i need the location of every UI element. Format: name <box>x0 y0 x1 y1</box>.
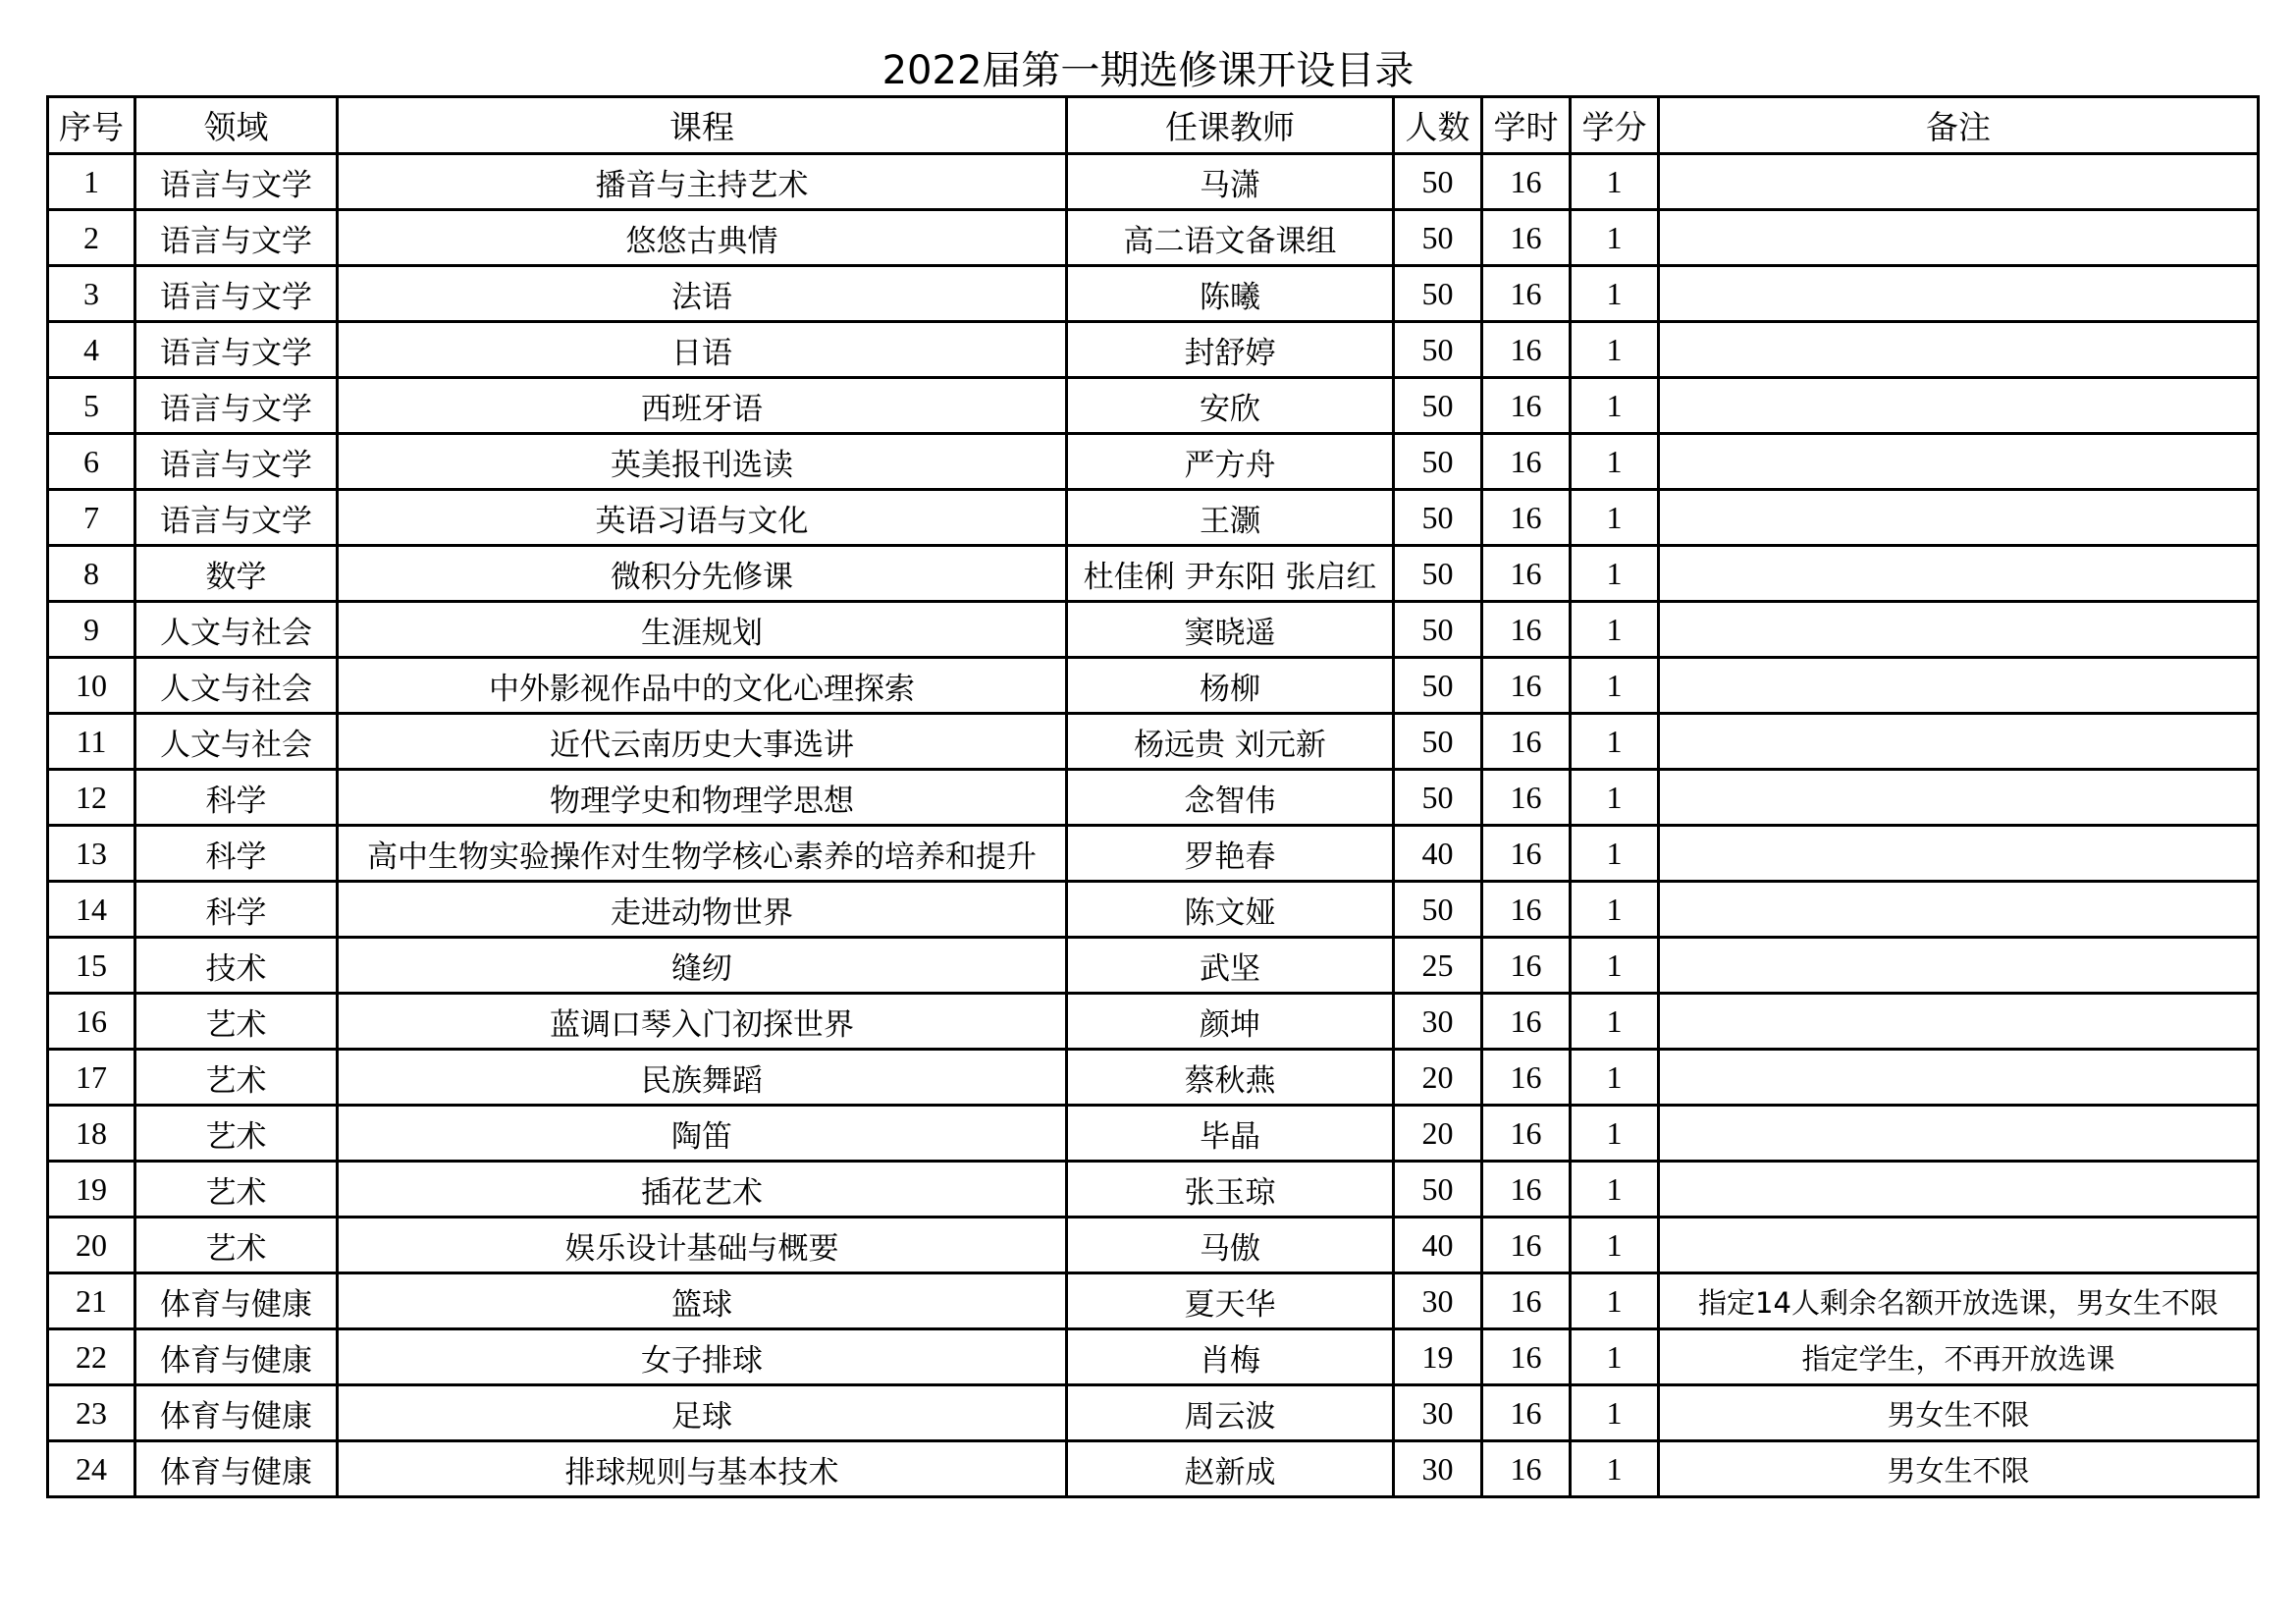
cell-course: 物理学史和物理学思想 <box>338 770 1067 826</box>
cell-hours: 16 <box>1482 714 1571 770</box>
cell-note: 指定14人剩余名额开放选课，男女生不限 <box>1659 1273 2259 1329</box>
cell-hours: 16 <box>1482 938 1571 994</box>
cell-teacher: 颜坤 <box>1067 994 1394 1050</box>
cell-field: 艺术 <box>135 994 338 1050</box>
cell-no: 21 <box>48 1273 135 1329</box>
cell-count: 50 <box>1394 658 1482 714</box>
cell-note <box>1659 770 2259 826</box>
header-credit: 学分 <box>1571 97 1659 154</box>
cell-field: 数学 <box>135 546 338 602</box>
cell-hours: 16 <box>1482 266 1571 322</box>
cell-credit: 1 <box>1571 938 1659 994</box>
cell-teacher: 罗艳春 <box>1067 826 1394 882</box>
table-row <box>48 882 2259 938</box>
header-hours: 学时 <box>1482 97 1571 154</box>
cell-count: 25 <box>1394 938 1482 994</box>
table-row <box>48 1218 2259 1273</box>
cell-note <box>1659 994 2259 1050</box>
cell-note <box>1659 322 2259 378</box>
cell-count: 50 <box>1394 770 1482 826</box>
cell-no: 4 <box>48 322 135 378</box>
cell-field: 艺术 <box>135 1106 338 1162</box>
table-row <box>48 714 2259 770</box>
cell-count: 50 <box>1394 378 1482 434</box>
cell-count: 50 <box>1394 266 1482 322</box>
cell-note <box>1659 1106 2259 1162</box>
cell-note <box>1659 938 2259 994</box>
cell-course: 悠悠古典情 <box>338 210 1067 266</box>
cell-course: 排球规则与基本技术 <box>338 1441 1067 1497</box>
cell-credit: 1 <box>1571 546 1659 602</box>
cell-hours: 16 <box>1482 826 1571 882</box>
cell-note <box>1659 1050 2259 1106</box>
cell-field: 语言与文学 <box>135 434 338 490</box>
cell-count: 20 <box>1394 1106 1482 1162</box>
cell-credit: 1 <box>1571 882 1659 938</box>
cell-note <box>1659 378 2259 434</box>
cell-count: 30 <box>1394 1441 1482 1497</box>
cell-hours: 16 <box>1482 210 1571 266</box>
cell-course: 足球 <box>338 1385 1067 1441</box>
cell-no: 1 <box>48 154 135 210</box>
cell-field: 体育与健康 <box>135 1273 338 1329</box>
cell-note <box>1659 210 2259 266</box>
table-row <box>48 378 2259 434</box>
cell-note <box>1659 546 2259 602</box>
cell-course: 英语习语与文化 <box>338 490 1067 546</box>
cell-no: 23 <box>48 1385 135 1441</box>
cell-teacher: 杨柳 <box>1067 658 1394 714</box>
cell-hours: 16 <box>1482 770 1571 826</box>
table-row <box>48 1441 2259 1497</box>
table-row <box>48 1162 2259 1218</box>
course-table <box>46 95 2260 1498</box>
cell-credit: 1 <box>1571 658 1659 714</box>
table-row <box>48 210 2259 266</box>
page-title: 2022届第一期选修课开设目录 <box>881 48 1415 93</box>
cell-hours: 16 <box>1482 1162 1571 1218</box>
cell-hours: 16 <box>1482 1050 1571 1106</box>
table-row <box>48 938 2259 994</box>
cell-no: 11 <box>48 714 135 770</box>
cell-credit: 1 <box>1571 1162 1659 1218</box>
cell-no: 6 <box>48 434 135 490</box>
table-row <box>48 602 2259 658</box>
cell-credit: 1 <box>1571 1441 1659 1497</box>
cell-field: 艺术 <box>135 1162 338 1218</box>
cell-count: 40 <box>1394 826 1482 882</box>
cell-course: 生涯规划 <box>338 602 1067 658</box>
table-row <box>48 322 2259 378</box>
cell-no: 24 <box>48 1441 135 1497</box>
cell-hours: 16 <box>1482 154 1571 210</box>
cell-note: 男女生不限 <box>1659 1385 2259 1441</box>
cell-credit: 1 <box>1571 714 1659 770</box>
cell-field: 语言与文学 <box>135 154 338 210</box>
cell-teacher: 王灏 <box>1067 490 1394 546</box>
cell-course: 缝纫 <box>338 938 1067 994</box>
cell-field: 艺术 <box>135 1050 338 1106</box>
cell-field: 语言与文学 <box>135 210 338 266</box>
cell-teacher: 武坚 <box>1067 938 1394 994</box>
cell-field: 人文与社会 <box>135 602 338 658</box>
table-row <box>48 266 2259 322</box>
cell-teacher: 赵新成 <box>1067 1441 1394 1497</box>
cell-credit: 1 <box>1571 434 1659 490</box>
cell-hours: 16 <box>1482 378 1571 434</box>
cell-note <box>1659 1218 2259 1273</box>
cell-field: 技术 <box>135 938 338 994</box>
header-field: 领域 <box>135 97 338 154</box>
cell-note <box>1659 826 2259 882</box>
cell-course: 走进动物世界 <box>338 882 1067 938</box>
cell-field: 语言与文学 <box>135 378 338 434</box>
cell-teacher: 夏天华 <box>1067 1273 1394 1329</box>
cell-hours: 16 <box>1482 434 1571 490</box>
cell-teacher: 周云波 <box>1067 1385 1394 1441</box>
cell-field: 体育与健康 <box>135 1385 338 1441</box>
header-note: 备注 <box>1659 97 2259 154</box>
cell-no: 20 <box>48 1218 135 1273</box>
cell-no: 22 <box>48 1329 135 1385</box>
cell-course: 中外影视作品中的文化心理探索 <box>338 658 1067 714</box>
cell-hours: 16 <box>1482 322 1571 378</box>
cell-hours: 16 <box>1482 1329 1571 1385</box>
table-row <box>48 546 2259 602</box>
cell-field: 人文与社会 <box>135 714 338 770</box>
cell-field: 语言与文学 <box>135 322 338 378</box>
header-count: 人数 <box>1394 97 1482 154</box>
cell-count: 40 <box>1394 1218 1482 1273</box>
cell-field: 语言与文学 <box>135 490 338 546</box>
cell-course: 法语 <box>338 266 1067 322</box>
cell-hours: 16 <box>1482 602 1571 658</box>
cell-credit: 1 <box>1571 210 1659 266</box>
cell-credit: 1 <box>1571 1050 1659 1106</box>
cell-field: 科学 <box>135 882 338 938</box>
cell-note <box>1659 602 2259 658</box>
table-row <box>48 994 2259 1050</box>
cell-count: 50 <box>1394 322 1482 378</box>
cell-field: 艺术 <box>135 1218 338 1273</box>
cell-count: 50 <box>1394 490 1482 546</box>
cell-course: 近代云南历史大事选讲 <box>338 714 1067 770</box>
cell-no: 13 <box>48 826 135 882</box>
cell-course: 插花艺术 <box>338 1162 1067 1218</box>
cell-count: 50 <box>1394 210 1482 266</box>
cell-credit: 1 <box>1571 154 1659 210</box>
cell-credit: 1 <box>1571 1273 1659 1329</box>
cell-course: 高中生物实验操作对生物学核心素养的培养和提升 <box>338 826 1067 882</box>
cell-field: 体育与健康 <box>135 1441 338 1497</box>
cell-note <box>1659 154 2259 210</box>
table-row <box>48 826 2259 882</box>
cell-credit: 1 <box>1571 1385 1659 1441</box>
table-row <box>48 1106 2259 1162</box>
cell-credit: 1 <box>1571 1106 1659 1162</box>
cell-course: 播音与主持艺术 <box>338 154 1067 210</box>
cell-hours: 16 <box>1482 1441 1571 1497</box>
cell-no: 16 <box>48 994 135 1050</box>
table-row <box>48 770 2259 826</box>
cell-note: 指定学生，不再开放选课 <box>1659 1329 2259 1385</box>
cell-count: 50 <box>1394 546 1482 602</box>
cell-note <box>1659 434 2259 490</box>
cell-credit: 1 <box>1571 266 1659 322</box>
cell-count: 30 <box>1394 1385 1482 1441</box>
cell-count: 20 <box>1394 1050 1482 1106</box>
cell-credit: 1 <box>1571 602 1659 658</box>
cell-no: 3 <box>48 266 135 322</box>
table-row <box>48 1329 2259 1385</box>
cell-note <box>1659 490 2259 546</box>
cell-count: 30 <box>1394 1273 1482 1329</box>
cell-course: 民族舞蹈 <box>338 1050 1067 1106</box>
cell-teacher: 毕晶 <box>1067 1106 1394 1162</box>
cell-note <box>1659 658 2259 714</box>
cell-count: 50 <box>1394 882 1482 938</box>
table-row <box>48 1273 2259 1329</box>
cell-credit: 1 <box>1571 1218 1659 1273</box>
cell-hours: 16 <box>1482 490 1571 546</box>
cell-count: 19 <box>1394 1329 1482 1385</box>
cell-count: 30 <box>1394 994 1482 1050</box>
table-row <box>48 658 2259 714</box>
cell-teacher: 杜佳俐 尹东阳 张启红 <box>1067 546 1394 602</box>
cell-field: 科学 <box>135 826 338 882</box>
cell-count: 50 <box>1394 434 1482 490</box>
cell-note <box>1659 882 2259 938</box>
cell-teacher: 高二语文备课组 <box>1067 210 1394 266</box>
cell-course: 英美报刊选读 <box>338 434 1067 490</box>
cell-teacher: 蔡秋燕 <box>1067 1050 1394 1106</box>
cell-hours: 16 <box>1482 1385 1571 1441</box>
cell-hours: 16 <box>1482 994 1571 1050</box>
cell-no: 10 <box>48 658 135 714</box>
cell-course: 篮球 <box>338 1273 1067 1329</box>
cell-hours: 16 <box>1482 882 1571 938</box>
cell-field: 体育与健康 <box>135 1329 338 1385</box>
cell-course: 日语 <box>338 322 1067 378</box>
cell-note: 男女生不限 <box>1659 1441 2259 1497</box>
cell-no: 18 <box>48 1106 135 1162</box>
cell-teacher: 肖梅 <box>1067 1329 1394 1385</box>
cell-count: 50 <box>1394 714 1482 770</box>
table-row <box>48 434 2259 490</box>
cell-no: 17 <box>48 1050 135 1106</box>
cell-credit: 1 <box>1571 322 1659 378</box>
cell-teacher: 安欣 <box>1067 378 1394 434</box>
cell-field: 科学 <box>135 770 338 826</box>
cell-teacher: 杨远贵 刘元新 <box>1067 714 1394 770</box>
table-row <box>48 490 2259 546</box>
cell-hours: 16 <box>1482 658 1571 714</box>
table-row <box>48 1050 2259 1106</box>
header-no: 序号 <box>48 97 135 154</box>
cell-teacher: 张玉琼 <box>1067 1162 1394 1218</box>
cell-teacher: 马潇 <box>1067 154 1394 210</box>
cell-hours: 16 <box>1482 1218 1571 1273</box>
cell-course: 西班牙语 <box>338 378 1067 434</box>
cell-no: 7 <box>48 490 135 546</box>
cell-credit: 1 <box>1571 770 1659 826</box>
cell-no: 14 <box>48 882 135 938</box>
cell-no: 2 <box>48 210 135 266</box>
cell-teacher: 窦晓遥 <box>1067 602 1394 658</box>
cell-credit: 1 <box>1571 490 1659 546</box>
cell-count: 50 <box>1394 1162 1482 1218</box>
cell-credit: 1 <box>1571 1329 1659 1385</box>
cell-teacher: 陈文娅 <box>1067 882 1394 938</box>
cell-teacher: 封舒婷 <box>1067 322 1394 378</box>
table-body <box>48 154 2259 1497</box>
cell-course: 女子排球 <box>338 1329 1067 1385</box>
cell-course: 陶笛 <box>338 1106 1067 1162</box>
cell-no: 19 <box>48 1162 135 1218</box>
cell-note <box>1659 1162 2259 1218</box>
cell-field: 语言与文学 <box>135 266 338 322</box>
header-teacher: 任课教师 <box>1067 97 1394 154</box>
cell-credit: 1 <box>1571 826 1659 882</box>
cell-credit: 1 <box>1571 994 1659 1050</box>
cell-course: 娱乐设计基础与概要 <box>338 1218 1067 1273</box>
cell-no: 5 <box>48 378 135 434</box>
cell-note <box>1659 714 2259 770</box>
cell-course: 蓝调口琴入门初探世界 <box>338 994 1067 1050</box>
cell-hours: 16 <box>1482 546 1571 602</box>
cell-course: 微积分先修课 <box>338 546 1067 602</box>
cell-field: 人文与社会 <box>135 658 338 714</box>
cell-no: 15 <box>48 938 135 994</box>
cell-teacher: 严方舟 <box>1067 434 1394 490</box>
cell-note <box>1659 266 2259 322</box>
cell-hours: 16 <box>1482 1273 1571 1329</box>
cell-credit: 1 <box>1571 378 1659 434</box>
cell-count: 50 <box>1394 154 1482 210</box>
cell-count: 50 <box>1394 602 1482 658</box>
header-row <box>48 97 2259 154</box>
table-row <box>48 1385 2259 1441</box>
cell-no: 9 <box>48 602 135 658</box>
cell-teacher: 陈曦 <box>1067 266 1394 322</box>
cell-no: 8 <box>48 546 135 602</box>
table-row <box>48 154 2259 210</box>
cell-hours: 16 <box>1482 1106 1571 1162</box>
cell-teacher: 马傲 <box>1067 1218 1394 1273</box>
cell-no: 12 <box>48 770 135 826</box>
header-course: 课程 <box>338 97 1067 154</box>
cell-teacher: 念智伟 <box>1067 770 1394 826</box>
